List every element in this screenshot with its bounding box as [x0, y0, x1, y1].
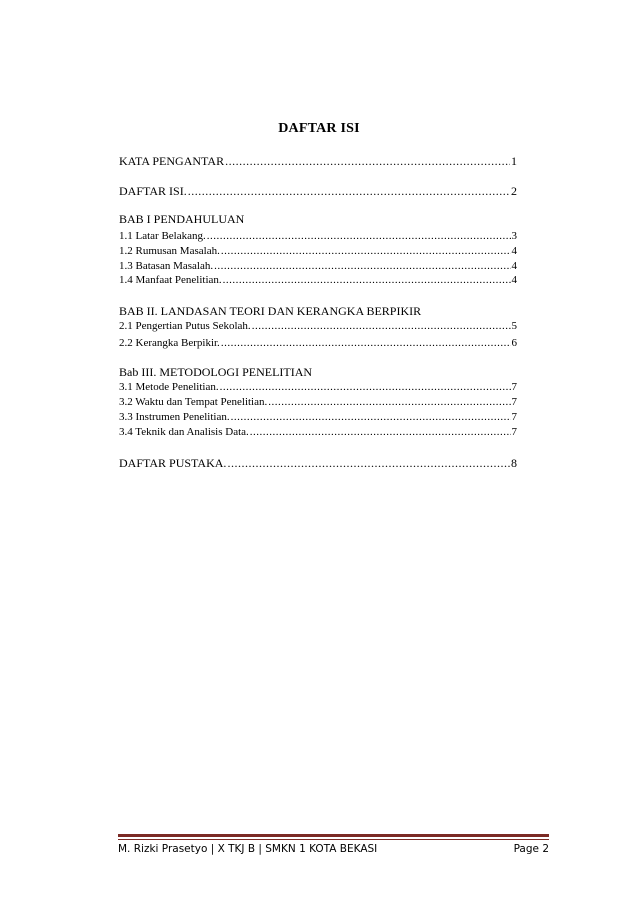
footer-rule-thin	[118, 839, 549, 840]
chapter-heading-bab3: Bab III. METODOLOGI PENELITIAN	[119, 365, 313, 379]
toc-entry-1-2[interactable]: 1.2 Rumusan Masalah. ..... 4	[119, 245, 517, 257]
page-footer	[118, 843, 549, 855]
chapter-heading-bab1: BAB I PENDAHULUAN	[119, 212, 245, 226]
footer-rule-thick	[118, 834, 549, 837]
footer-author: M. Rizki Prasetyo | X TKJ B | SMKN 1 KOTA BEKASI	[118, 843, 378, 855]
toc-entry-2-1[interactable]: 2.1 Pengertian Putus Sekolah. ..... 5	[119, 320, 517, 332]
toc-entry-1-1[interactable]: 1.1 Latar Belakang. ..... 3	[119, 230, 517, 242]
page-title: DAFTAR ISI	[278, 121, 360, 136]
toc-entry-3-2[interactable]: 3.2 Waktu dan Tempat Penelitian. ..... 7	[119, 396, 517, 408]
chapter-heading-bab2: BAB II. LANDASAN TEORI DAN KERANGKA BERPIKIR	[119, 304, 422, 318]
footer-page-number: Page 2	[513, 843, 549, 855]
toc-entry-3-4[interactable]: 3.4 Teknik dan Analisis Data. ..... 7	[119, 426, 517, 438]
toc-entry-3-3[interactable]: 3.3 Instrumen Penelitian. ..... 7	[119, 411, 517, 423]
toc-entry-kata-pengantar[interactable]: KATA PENGANTAR ..... 1	[119, 154, 517, 169]
toc-entry-1-3[interactable]: 1.3 Batasan Masalah. ..... 4	[119, 260, 517, 272]
toc-entry-daftar-isi[interactable]: DAFTAR ISI. ..... 2	[119, 184, 517, 199]
toc-entry-3-1[interactable]: 3.1 Metode Penelitian. ..... 7	[119, 381, 517, 393]
toc-entry-daftar-pustaka[interactable]: DAFTAR PUSTAKA. ..... 8	[119, 456, 517, 471]
toc-entry-1-4[interactable]: 1.4 Manfaat Penelitian. ..... 4	[119, 274, 517, 286]
toc-entry-2-2[interactable]: 2.2 Kerangka Berpikir. ..... 6	[119, 337, 517, 349]
